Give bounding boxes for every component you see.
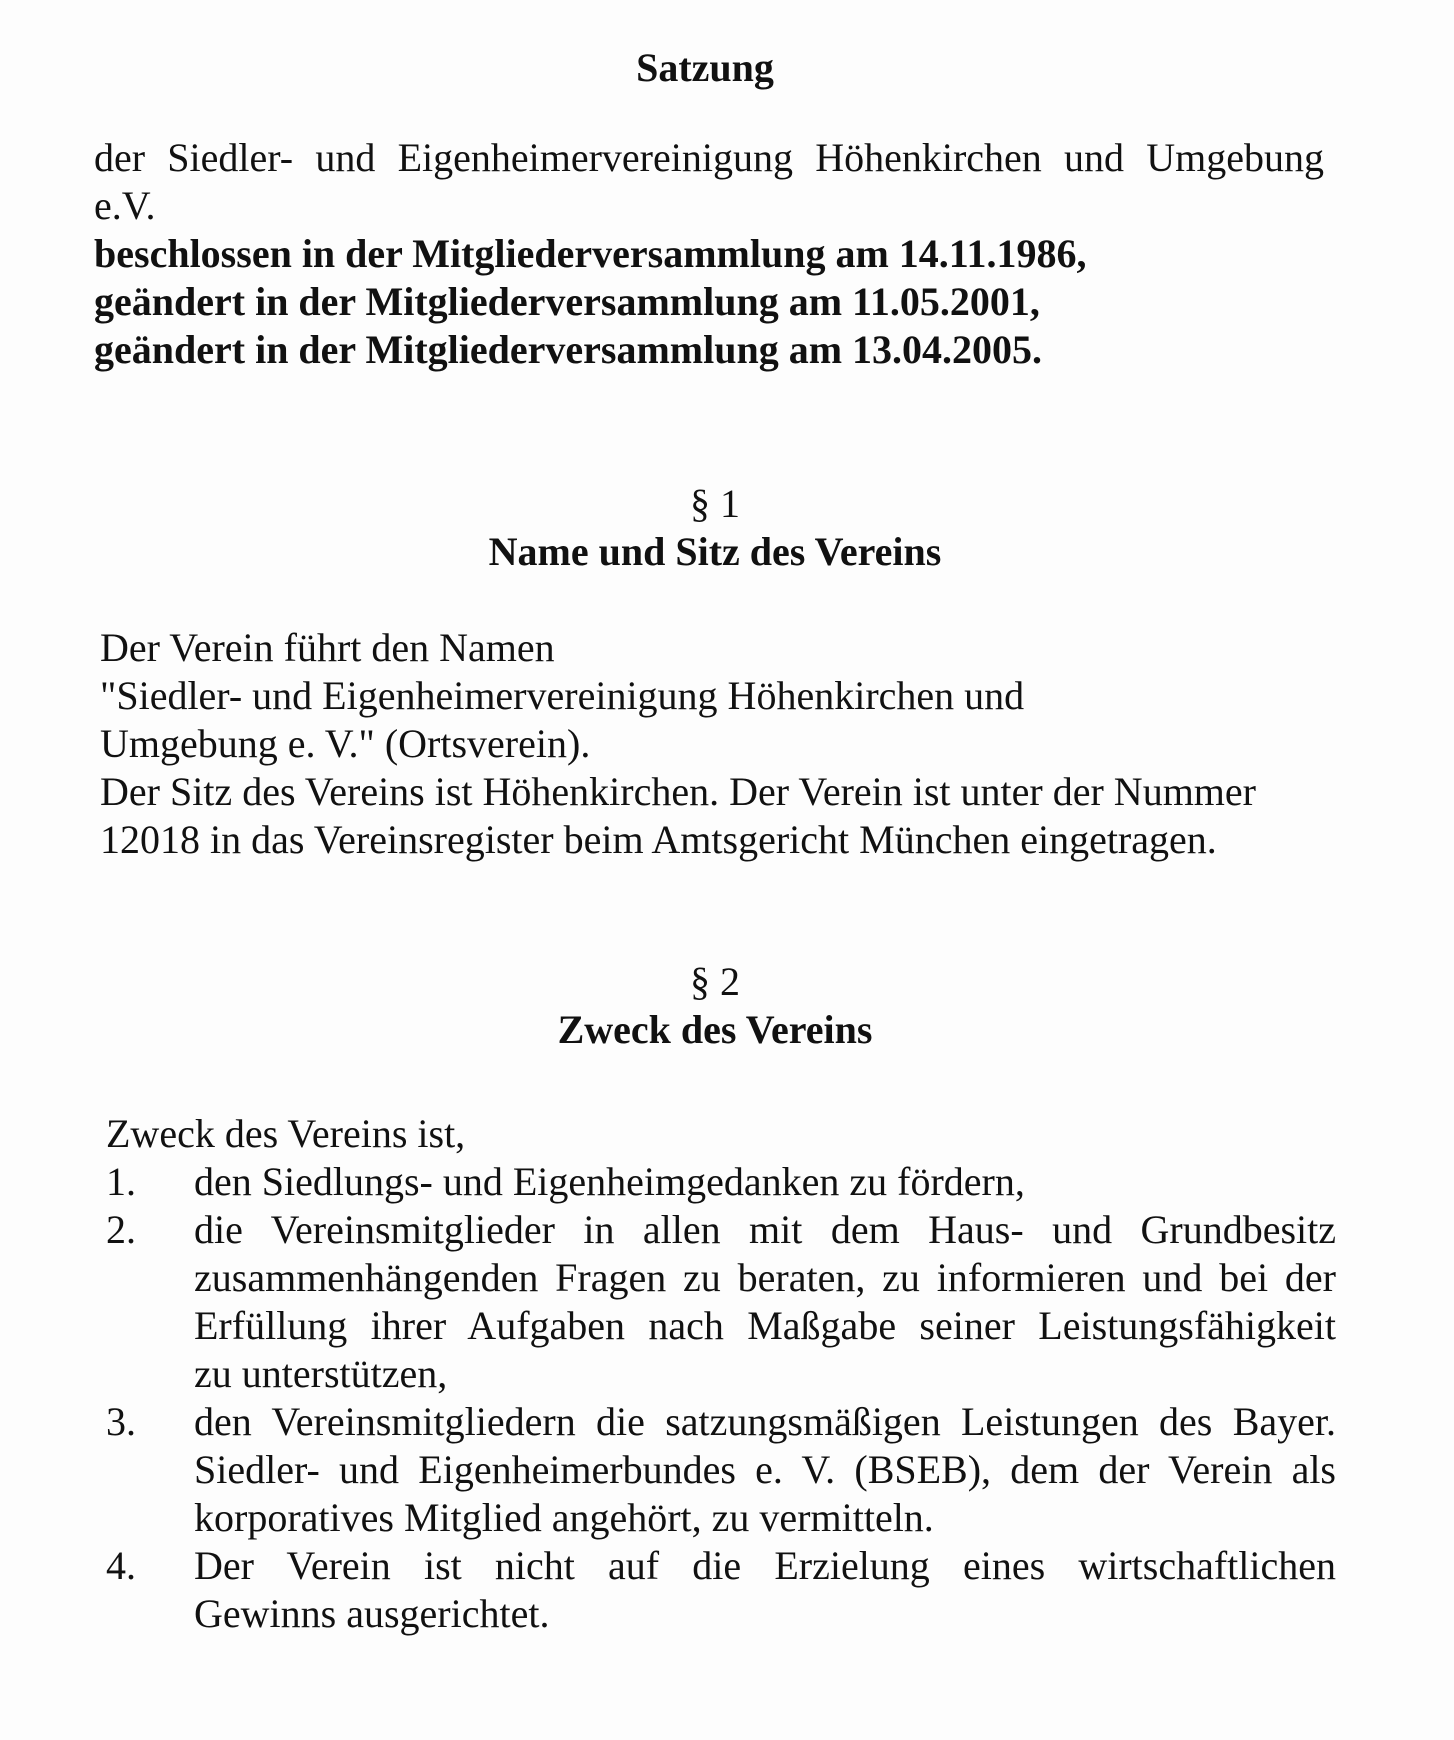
list-item-text: [194, 1542, 1336, 1638]
section-1-line: Umgebung e. V." (Ortsverein).: [100, 721, 591, 766]
list-item-number: 1.: [106, 1159, 136, 1204]
intro-line-3: beschlossen in der Mitgliederversammlung am 14.11.1986,: [94, 231, 1087, 276]
list-item-text: [194, 1398, 1336, 1542]
intro-line-2: e.V.: [94, 183, 156, 228]
list-item-number: 4.: [106, 1543, 136, 1588]
list-item: [106, 1398, 1336, 1542]
intro-line-5: geändert in der Mitgliederversammlung am 13.04.2005.: [94, 327, 1043, 372]
list-item-line: den Siedlungs- und Eigenheimgedanken zu fördern,: [194, 1159, 1025, 1204]
section-1-line: 12018 in das Vereinsregister beim Amtsgericht München eingetragen.: [100, 817, 1217, 862]
list-item: [106, 1542, 1336, 1638]
section-2-header: [0, 958, 1430, 1054]
document-intro: [94, 134, 1324, 374]
section-1-line: Der Verein führt den Namen: [100, 625, 555, 670]
section-1-line: "Siedler- und Eigenheimervereinigung Höhenkirchen und: [100, 673, 1025, 718]
section-1-header: [0, 480, 1430, 576]
list-item-number: 3.: [106, 1399, 136, 1444]
list-item-line: korporatives Mitglied angehört, zu vermitteln.: [194, 1495, 934, 1540]
section-1-line: Der Sitz des Vereins ist Höhenkirchen. Der Verein ist unter der Nummer: [100, 769, 1256, 814]
intro-line-4: geändert in der Mitgliederversammlung am 11.05.2001,: [94, 279, 1040, 324]
document-title: Satzung: [636, 45, 774, 90]
section-2-heading: Zweck des Vereins: [557, 1007, 873, 1052]
list-item-line: die Vereinsmitglieder in allen mit dem Haus- und Grundbesitz: [194, 1207, 1336, 1252]
intro-line-1: der Siedler- und Eigenheimervereinigung Höhenkirchen und Umgebung: [94, 135, 1324, 180]
list-item-line: Siedler- und Eigenheimerbundes e. V. (BSEB), dem der Verein als: [194, 1447, 1336, 1492]
list-item-line: Gewinns ausgerichtet.: [194, 1591, 550, 1636]
list-item-line: den Vereinsmitgliedern die satzungsmäßigen Leistungen des Bayer.: [194, 1399, 1336, 1444]
list-item-number: 2.: [106, 1207, 136, 1252]
section-1-heading: Name und Sitz des Vereins: [488, 529, 942, 574]
list-item-text: [194, 1206, 1336, 1398]
section-2-number: § 2: [690, 959, 740, 1004]
list-item-line: zusammenhängenden Fragen zu beraten, zu informieren und bei der: [194, 1255, 1336, 1300]
list-item-text: [194, 1158, 1336, 1206]
section-2-list: [106, 1110, 1336, 1638]
list-item: [106, 1206, 1336, 1398]
section-1-body: [100, 624, 1330, 864]
list-item-line: Der Verein ist nicht auf die Erzielung eines wirtschaftlichen: [194, 1543, 1336, 1588]
section-1-number: § 1: [690, 481, 740, 526]
list-item-line: zu unterstützen,: [194, 1351, 448, 1396]
list-item-line: Erfüllung ihrer Aufgaben nach Maßgabe seiner Leistungsfähigkeit: [194, 1303, 1336, 1348]
list-item: [106, 1158, 1336, 1206]
section-2-lead: Zweck des Vereins ist,: [106, 1111, 466, 1156]
